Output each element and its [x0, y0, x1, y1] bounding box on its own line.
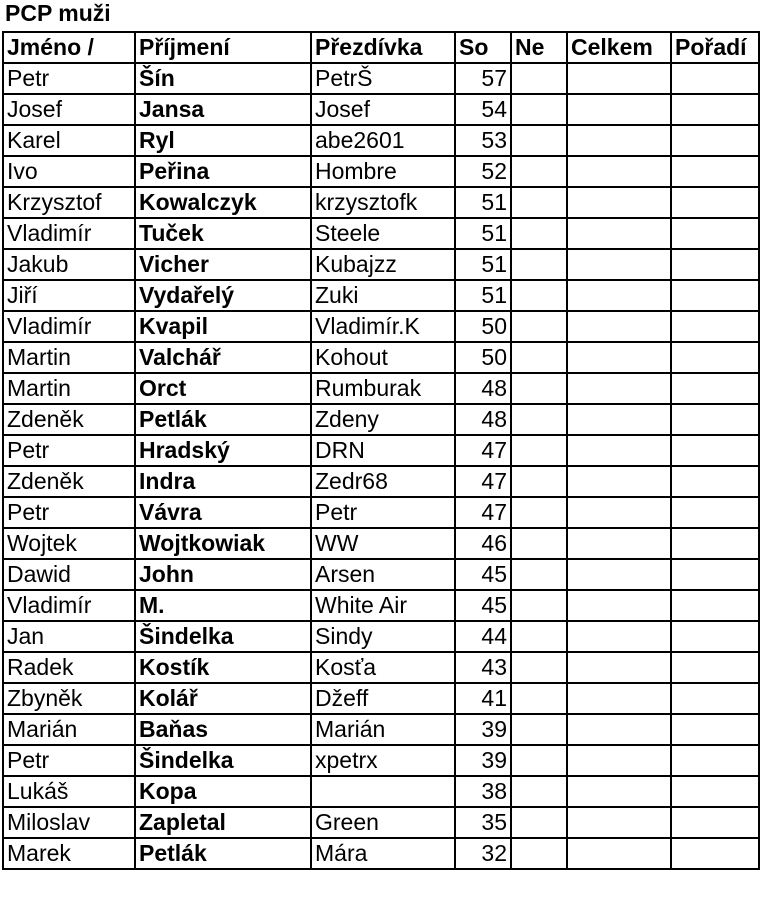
cell-saturday-score[interactable]: 39: [455, 714, 511, 745]
cell-last-name[interactable]: Šindelka: [135, 745, 311, 776]
cell-nickname[interactable]: Arsen: [311, 559, 455, 590]
cell-last-name[interactable]: Ryl: [135, 125, 311, 156]
cell-total[interactable]: [567, 745, 671, 776]
cell-rank[interactable]: [671, 559, 759, 590]
cell-last-name[interactable]: Šindelka: [135, 621, 311, 652]
cell-rank[interactable]: [671, 125, 759, 156]
cell-rank[interactable]: [671, 807, 759, 838]
cell-rank[interactable]: [671, 745, 759, 776]
cell-nickname[interactable]: Rumburak: [311, 373, 455, 404]
cell-sunday-score[interactable]: [511, 156, 567, 187]
cell-total[interactable]: [567, 807, 671, 838]
table-row: [3, 373, 759, 404]
cell-rank[interactable]: [671, 435, 759, 466]
cell-last-name[interactable]: Vicher: [135, 249, 311, 280]
cell-sunday-score[interactable]: [511, 435, 567, 466]
cell-sunday-score[interactable]: [511, 94, 567, 125]
cell-rank[interactable]: [671, 218, 759, 249]
cell-saturday-score[interactable]: 44: [455, 621, 511, 652]
cell-last-name[interactable]: Vydařelý: [135, 280, 311, 311]
cell-sunday-score[interactable]: [511, 590, 567, 621]
cell-last-name[interactable]: Orct: [135, 373, 311, 404]
cell-total[interactable]: [567, 125, 671, 156]
table-row: [3, 745, 759, 776]
cell-first-name[interactable]: Vladimír: [3, 311, 135, 342]
cell-nickname[interactable]: PetrŠ: [311, 63, 455, 94]
cell-rank[interactable]: [671, 280, 759, 311]
cell-total[interactable]: [567, 373, 671, 404]
cell-nickname[interactable]: krzysztofk: [311, 187, 455, 218]
results-table: [2, 31, 760, 870]
cell-nickname[interactable]: White Air: [311, 590, 455, 621]
table-header: [3, 32, 759, 63]
cell-last-name[interactable]: Valchář: [135, 342, 311, 373]
table-row: [3, 621, 759, 652]
cell-first-name[interactable]: Jan: [3, 621, 135, 652]
cell-rank[interactable]: [671, 63, 759, 94]
cell-rank[interactable]: [671, 497, 759, 528]
cell-rank[interactable]: [671, 342, 759, 373]
cell-total[interactable]: [567, 94, 671, 125]
cell-first-name[interactable]: Martin: [3, 342, 135, 373]
cell-saturday-score[interactable]: 39: [455, 745, 511, 776]
cell-total[interactable]: [567, 621, 671, 652]
cell-first-name[interactable]: Krzysztof: [3, 187, 135, 218]
table-row: [3, 404, 759, 435]
cell-last-name[interactable]: Peřina: [135, 156, 311, 187]
table-row: [3, 590, 759, 621]
cell-first-name[interactable]: Vladimír: [3, 590, 135, 621]
cell-last-name[interactable]: Wojtkowiak: [135, 528, 311, 559]
cell-total[interactable]: [567, 342, 671, 373]
cell-sunday-score[interactable]: [511, 218, 567, 249]
cell-nickname[interactable]: Zuki: [311, 280, 455, 311]
table-row: [3, 156, 759, 187]
cell-sunday-score[interactable]: [511, 838, 567, 869]
cell-total[interactable]: [567, 280, 671, 311]
cell-saturday-score[interactable]: 53: [455, 125, 511, 156]
cell-first-name[interactable]: Petr: [3, 745, 135, 776]
table-row: [3, 714, 759, 745]
cell-first-name[interactable]: Zdeněk: [3, 466, 135, 497]
header-row: [3, 32, 759, 63]
cell-saturday-score[interactable]: 48: [455, 373, 511, 404]
cell-last-name[interactable]: Baňas: [135, 714, 311, 745]
cell-total[interactable]: [567, 404, 671, 435]
cell-saturday-score[interactable]: 41: [455, 683, 511, 714]
cell-saturday-score[interactable]: 48: [455, 404, 511, 435]
cell-sunday-score[interactable]: [511, 497, 567, 528]
cell-rank[interactable]: [671, 404, 759, 435]
cell-nickname[interactable]: Kosťa: [311, 652, 455, 683]
cell-first-name[interactable]: Lukáš: [3, 776, 135, 807]
cell-sunday-score[interactable]: [511, 652, 567, 683]
cell-saturday-score[interactable]: 57: [455, 63, 511, 94]
cell-rank[interactable]: [671, 156, 759, 187]
cell-rank[interactable]: [671, 683, 759, 714]
cell-last-name[interactable]: Kopa: [135, 776, 311, 807]
column-header-rank[interactable]: Pořadí: [671, 32, 759, 63]
table-row: [3, 311, 759, 342]
cell-first-name[interactable]: Jiří: [3, 280, 135, 311]
cell-rank[interactable]: [671, 838, 759, 869]
cell-last-name[interactable]: Petlák: [135, 404, 311, 435]
cell-rank[interactable]: [671, 714, 759, 745]
cell-rank[interactable]: [671, 187, 759, 218]
cell-rank[interactable]: [671, 776, 759, 807]
table-body: [3, 63, 759, 869]
cell-sunday-score[interactable]: [511, 311, 567, 342]
cell-saturday-score[interactable]: 51: [455, 187, 511, 218]
cell-nickname[interactable]: Marián: [311, 714, 455, 745]
table-row: [3, 652, 759, 683]
cell-nickname[interactable]: Kubajzz: [311, 249, 455, 280]
cell-rank[interactable]: [671, 373, 759, 404]
cell-sunday-score[interactable]: [511, 714, 567, 745]
cell-total[interactable]: [567, 776, 671, 807]
table-row: [3, 807, 759, 838]
cell-sunday-score[interactable]: [511, 683, 567, 714]
cell-nickname[interactable]: Zdeny: [311, 404, 455, 435]
cell-first-name[interactable]: Radek: [3, 652, 135, 683]
cell-saturday-score[interactable]: 47: [455, 435, 511, 466]
cell-first-name[interactable]: Ivo: [3, 156, 135, 187]
cell-nickname[interactable]: [311, 776, 455, 807]
cell-total[interactable]: [567, 249, 671, 280]
cell-last-name[interactable]: Petlák: [135, 838, 311, 869]
cell-last-name[interactable]: Hradský: [135, 435, 311, 466]
cell-nickname[interactable]: Steele: [311, 218, 455, 249]
column-header-saturday[interactable]: So: [455, 32, 511, 63]
column-header-total[interactable]: Celkem: [567, 32, 671, 63]
cell-last-name[interactable]: Vávra: [135, 497, 311, 528]
cell-last-name[interactable]: Kostík: [135, 652, 311, 683]
cell-rank[interactable]: [671, 466, 759, 497]
table-row: [3, 125, 759, 156]
cell-nickname[interactable]: Petr: [311, 497, 455, 528]
column-header-nickname[interactable]: Přezdívka: [311, 32, 455, 63]
cell-first-name[interactable]: Wojtek: [3, 528, 135, 559]
table-row: [3, 218, 759, 249]
cell-first-name[interactable]: Marek: [3, 838, 135, 869]
cell-sunday-score[interactable]: [511, 621, 567, 652]
cell-sunday-score[interactable]: [511, 559, 567, 590]
cell-total[interactable]: [567, 497, 671, 528]
table-row: [3, 63, 759, 94]
cell-total[interactable]: [567, 714, 671, 745]
cell-sunday-score[interactable]: [511, 249, 567, 280]
cell-total[interactable]: [567, 590, 671, 621]
cell-saturday-score[interactable]: 45: [455, 590, 511, 621]
cell-sunday-score[interactable]: [511, 280, 567, 311]
cell-total[interactable]: [567, 156, 671, 187]
cell-sunday-score[interactable]: [511, 745, 567, 776]
cell-sunday-score[interactable]: [511, 373, 567, 404]
cell-nickname[interactable]: abe2601: [311, 125, 455, 156]
cell-saturday-score[interactable]: 51: [455, 249, 511, 280]
cell-last-name[interactable]: Indra: [135, 466, 311, 497]
cell-last-name[interactable]: Kvapil: [135, 311, 311, 342]
table-row: [3, 280, 759, 311]
table-row: [3, 342, 759, 373]
cell-total[interactable]: [567, 528, 671, 559]
cell-last-name[interactable]: Kolář: [135, 683, 311, 714]
cell-nickname[interactable]: xpetrx: [311, 745, 455, 776]
cell-saturday-score[interactable]: 46: [455, 528, 511, 559]
cell-sunday-score[interactable]: [511, 187, 567, 218]
cell-sunday-score[interactable]: [511, 807, 567, 838]
cell-first-name[interactable]: Petr: [3, 63, 135, 94]
cell-rank[interactable]: [671, 621, 759, 652]
cell-saturday-score[interactable]: 43: [455, 652, 511, 683]
table-row: [3, 683, 759, 714]
cell-first-name[interactable]: Karel: [3, 125, 135, 156]
cell-last-name[interactable]: John: [135, 559, 311, 590]
cell-saturday-score[interactable]: 38: [455, 776, 511, 807]
cell-first-name[interactable]: Marián: [3, 714, 135, 745]
column-header-first-name[interactable]: Jméno /: [3, 32, 135, 63]
cell-saturday-score[interactable]: 47: [455, 497, 511, 528]
cell-nickname[interactable]: Zedr68: [311, 466, 455, 497]
table-row: [3, 838, 759, 869]
cell-saturday-score[interactable]: 32: [455, 838, 511, 869]
cell-rank[interactable]: [671, 528, 759, 559]
cell-saturday-score[interactable]: 52: [455, 156, 511, 187]
cell-first-name[interactable]: Zdeněk: [3, 404, 135, 435]
cell-first-name[interactable]: Josef: [3, 94, 135, 125]
cell-saturday-score[interactable]: 45: [455, 559, 511, 590]
cell-rank[interactable]: [671, 652, 759, 683]
column-header-last-name[interactable]: Příjmení: [135, 32, 311, 63]
cell-last-name[interactable]: Kowalczyk: [135, 187, 311, 218]
cell-total[interactable]: [567, 311, 671, 342]
cell-sunday-score[interactable]: [511, 404, 567, 435]
table-row: [3, 249, 759, 280]
cell-sunday-score[interactable]: [511, 342, 567, 373]
cell-nickname[interactable]: Džeff: [311, 683, 455, 714]
cell-sunday-score[interactable]: [511, 125, 567, 156]
cell-nickname[interactable]: Vladimír.K: [311, 311, 455, 342]
cell-saturday-score[interactable]: 54: [455, 94, 511, 125]
cell-last-name[interactable]: Šín: [135, 63, 311, 94]
cell-saturday-score[interactable]: 51: [455, 218, 511, 249]
cell-nickname[interactable]: WW: [311, 528, 455, 559]
cell-rank[interactable]: [671, 249, 759, 280]
table-row: [3, 776, 759, 807]
cell-first-name[interactable]: Jakub: [3, 249, 135, 280]
cell-saturday-score[interactable]: 51: [455, 280, 511, 311]
cell-sunday-score[interactable]: [511, 776, 567, 807]
table-row: [3, 187, 759, 218]
cell-first-name[interactable]: Martin: [3, 373, 135, 404]
cell-first-name[interactable]: Vladimír: [3, 218, 135, 249]
cell-rank[interactable]: [671, 590, 759, 621]
cell-first-name[interactable]: Petr: [3, 497, 135, 528]
cell-nickname[interactable]: Green: [311, 807, 455, 838]
cell-total[interactable]: [567, 63, 671, 94]
cell-nickname[interactable]: Sindy: [311, 621, 455, 652]
cell-sunday-score[interactable]: [511, 466, 567, 497]
cell-first-name[interactable]: Miloslav: [3, 807, 135, 838]
cell-saturday-score[interactable]: 47: [455, 466, 511, 497]
cell-last-name[interactable]: Jansa: [135, 94, 311, 125]
table-row: [3, 528, 759, 559]
cell-last-name[interactable]: M.: [135, 590, 311, 621]
cell-total[interactable]: [567, 652, 671, 683]
table-row: [3, 94, 759, 125]
cell-sunday-score[interactable]: [511, 63, 567, 94]
cell-sunday-score[interactable]: [511, 528, 567, 559]
cell-first-name[interactable]: Dawid: [3, 559, 135, 590]
cell-saturday-score[interactable]: 50: [455, 311, 511, 342]
cell-last-name[interactable]: Tuček: [135, 218, 311, 249]
cell-saturday-score[interactable]: 35: [455, 807, 511, 838]
cell-total[interactable]: [567, 218, 671, 249]
table-row: [3, 435, 759, 466]
cell-nickname[interactable]: Kohout: [311, 342, 455, 373]
cell-rank[interactable]: [671, 94, 759, 125]
cell-nickname[interactable]: DRN: [311, 435, 455, 466]
cell-total[interactable]: [567, 435, 671, 466]
cell-total[interactable]: [567, 466, 671, 497]
sheet-title: PCP muži: [5, 0, 111, 26]
table-row: [3, 497, 759, 528]
cell-nickname[interactable]: Josef: [311, 94, 455, 125]
cell-first-name[interactable]: Zbyněk: [3, 683, 135, 714]
table-row: [3, 466, 759, 497]
cell-nickname[interactable]: Mára: [311, 838, 455, 869]
cell-total[interactable]: [567, 559, 671, 590]
cell-nickname[interactable]: Hombre: [311, 156, 455, 187]
cell-last-name[interactable]: Zapletal: [135, 807, 311, 838]
cell-total[interactable]: [567, 187, 671, 218]
cell-rank[interactable]: [671, 311, 759, 342]
cell-total[interactable]: [567, 838, 671, 869]
cell-saturday-score[interactable]: 50: [455, 342, 511, 373]
table-row: [3, 559, 759, 590]
cell-total[interactable]: [567, 683, 671, 714]
column-header-sunday[interactable]: Ne: [511, 32, 567, 63]
cell-first-name[interactable]: Petr: [3, 435, 135, 466]
